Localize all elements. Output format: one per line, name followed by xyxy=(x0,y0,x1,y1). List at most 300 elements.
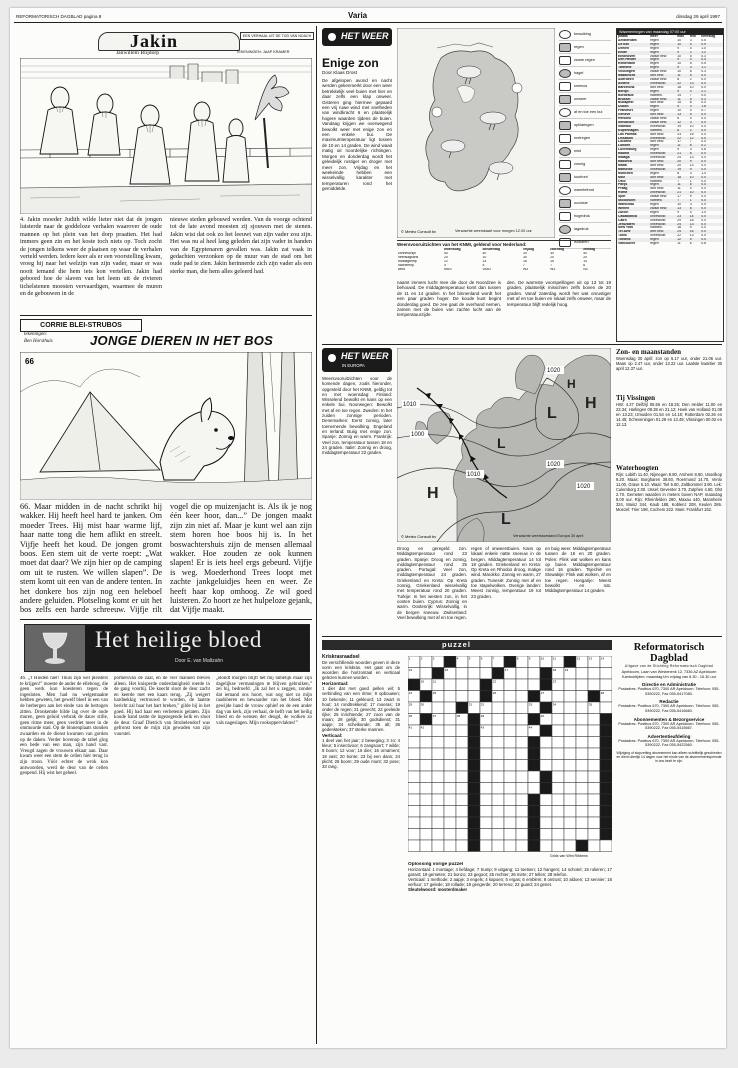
temperature-cell: Athene xyxy=(618,81,630,85)
bloed-text-col3: „Bondt morgen blijft het mij tamelijk maar zijn dagelijkse vermaningen te blijven gebruiken,” zei hij, bedroefd. „Ik zal het u zeggen, zonder dat iemand ons hoort, wat nog niet zo mijn raadsheren en bewaarder van het bloed. Met gewijde hand de vrouw ophief en de een ander dag van kerk, zijn verhaal, de helft van het heilig bloed en de wensen der deugd, de wolken zo vals nageslagen. Mijn rookoppervlaktes!” xyxy=(216,676,312,726)
crossword-cell xyxy=(420,806,432,818)
temperature-cell: 0.5 xyxy=(701,38,706,42)
crossword-cell xyxy=(456,817,468,829)
crossword-cell xyxy=(444,725,456,737)
temperature-cell: zwaar bew. xyxy=(650,120,668,124)
crossword-number: 44 xyxy=(528,725,533,730)
crossword-number: 2 xyxy=(420,656,423,661)
temperature-cell: 11 xyxy=(677,187,681,191)
crossword-cell xyxy=(444,783,456,795)
temperature-cell: 2 xyxy=(689,50,692,54)
puzzel-clues: Kriskrasraadsel De verschillende woorden geven in deze vorm een kriskras. Het gaat om de woorden die horizontaal en verticaal gelezen kunnen worden. Horizontaal: 1 dier dat met goed pellen wil; 5 verbinding van een ritme; 9 opbouwen; 10 bekende; 11 gekleurd; 13 zwart in hout; 14 rondtrekkend; 17 moeras; 19 onder de regen; 21 gevecht; 22 gevleide rijke; 25 inrichtende; 27 zoon van de maan; 28 gelijk; 30 godsdienst; 31 aapje; 34 scheikunde; 35 alt; 36 gedenkteken; 37 sterke mannen. Verticaal: 1 deel van het jaar; 2 beweging; 3 zo; 4 kleur; 5 insectivoor; 6 zangsoort; 7 wilde; 8 boom; 12 voor; 15 dier; 16 ornament; 18 vast; 20 bonte; 23 bij een dans; 24 plicht; 26 boom; 29 oude munt; 32 pose; 33 rang. xyxy=(322,654,400,769)
crossword-cell xyxy=(564,737,576,749)
crossword-number: 3 xyxy=(432,656,435,661)
crossword-cell xyxy=(576,771,588,783)
temperature-cell: 20 xyxy=(677,160,681,163)
temperature-cell: 0.6 xyxy=(701,148,706,152)
temperature-cell: 3 xyxy=(689,105,692,109)
crossword-cell xyxy=(540,817,552,829)
temperature-cell: onbewolkt xyxy=(650,214,666,218)
crossword-number: 19 xyxy=(564,667,569,672)
legend-label: af en toe een bui xyxy=(574,110,603,114)
crossword-cell xyxy=(408,806,420,818)
crossword-number: 20 xyxy=(420,679,425,684)
legend-symbol-icon xyxy=(559,225,571,234)
crossword-cell xyxy=(540,771,552,783)
crossword-cell xyxy=(468,668,480,680)
crossword-cell xyxy=(444,691,456,703)
crossword-cell xyxy=(492,817,504,829)
temperature-cell: 8 xyxy=(677,77,680,81)
crossword-cell xyxy=(432,748,444,760)
crossword-cell xyxy=(576,817,588,829)
temperature-cell: 0.0 xyxy=(701,230,706,234)
temperature-cell: 19 xyxy=(677,167,681,171)
crossword-cell xyxy=(432,783,444,795)
crossword-cell xyxy=(468,748,480,760)
temperature-cell: 9 xyxy=(677,50,680,54)
crossword-cell xyxy=(480,737,492,749)
europe-article-col2: Droog en geregeld zon. Middagtemperatuur rond 23 graden. Spanje: Droog en zonnig, middagtemperatuur rond 25 graden. Portugal: Veel zon, middagtemperatuur 24 graden. Griekenland en Kreta: Op Kreta zonnig, Griekenland wisselvallig met temperatuur rond 20 graden. Turkije: In het westen zon, in het oosten buien. Cyprus: Zonnig en warm. Oostenrijk: Wisselvallig, in de bergen sneeuw. Zwitserland: Veel bewolking met af en toe regen. xyxy=(397,546,467,620)
crossword-cell xyxy=(564,691,576,703)
crossword-cell xyxy=(456,668,468,680)
temperature-cell: onbewolkt xyxy=(650,136,666,140)
crossword-number: 37 xyxy=(432,713,437,718)
legend-item xyxy=(559,197,611,210)
crossword-number: 36 xyxy=(408,713,413,718)
crossword-cell xyxy=(504,737,516,749)
jakin-illustration xyxy=(20,58,312,214)
temperature-cell: 11 xyxy=(677,183,681,187)
forecast-cell: 30 xyxy=(550,251,554,255)
temperature-cell: 20 xyxy=(677,163,681,167)
crossword-cell xyxy=(600,771,612,783)
temperature-cell: Rome xyxy=(618,191,628,195)
temperature-cell: onbewolkt xyxy=(650,156,666,160)
temperature-cell: 13 xyxy=(689,81,694,85)
crossword-cell xyxy=(420,760,432,772)
nl-map-caption: Verwachte weerskaart voor morgen 12.00 uur xyxy=(455,229,532,233)
crossword-number: 35 xyxy=(588,702,593,707)
crossword-cell xyxy=(576,783,588,795)
crossword-cell xyxy=(552,806,564,818)
jakin-illustrator: TEKENINGEN: JAAP KRAMER xyxy=(236,50,290,54)
crossword-cell xyxy=(528,691,540,703)
forecast-day: zondag xyxy=(583,248,596,251)
colophon: Reformatorisch Dagblad Uitgave van de Stichting Reformatorisch Dagblad Apeldoorn, Laan van Westenenk 12, 7336 AZ Apeldoorn Kantoortijden: maandag t/m vrijdag van 8.30 - 16.30 uur Directie en Administratie Postadres: Postbus 670, 7300 AR Apeldoorn. Telefoon: 055-5390222, Fax 055-5417083. Redactie Postadres: Postbus 670, 7300 AR Apeldoorn. Telefoon: 055-5390222, Fax 055-5416660. Abonnementen & Bezorgservice Postadres: Postbus 670, 7300 AR Apeldoorn. Telefoon: 055-5390222, Fax 055-5415667. Advertentieafdeling Postadres: Postbus 670, 7300 AR Apeldoorn. Telefoon: 055-5390222, Fax 055-5422560. Wijziging of stopzetting abonnement kan alleen schriftelijk geschieden en dient uiterlijk 14 dagen voor het einde van de abonnementsperiode in ons bezit te zijn. xyxy=(616,642,722,764)
legend-item xyxy=(559,145,611,158)
crossword-cell xyxy=(588,725,600,737)
temperature-cell: 15 xyxy=(677,101,681,105)
crossword-cell xyxy=(504,817,516,829)
forecast-title: Weersvooruitzichten van het KNMI, geldend voor Nederland: xyxy=(397,242,527,247)
temperature-cell: licht bew. xyxy=(650,140,665,144)
sun-icon xyxy=(325,351,339,365)
temperature-cell: Marseille xyxy=(618,167,633,171)
temperature-cell: 3 xyxy=(689,66,692,70)
crossword-cell xyxy=(444,817,456,829)
legend-symbol-icon xyxy=(559,212,571,221)
crossword-cell xyxy=(420,668,432,680)
crossword-cell xyxy=(420,783,432,795)
temperature-cell: 0.0 xyxy=(701,140,706,144)
temperature-cell: Warschau xyxy=(618,202,635,206)
crossword-cell xyxy=(456,794,468,806)
crossword-cell xyxy=(588,771,600,783)
crossword-cell xyxy=(576,829,588,841)
comic2-illustration xyxy=(20,352,312,500)
crossword-cell xyxy=(576,702,588,714)
low-pressure-label: L xyxy=(547,405,557,422)
temperature-cell: 21 xyxy=(677,152,681,156)
crossword-cell xyxy=(564,829,576,841)
crossword-cell xyxy=(564,679,576,691)
high-pressure-label: H xyxy=(427,485,439,502)
temperature-cell: Helsinki xyxy=(618,117,632,121)
sun-icon xyxy=(325,30,339,44)
temperature-cell: 13 xyxy=(689,222,694,226)
temperature-cell: 18 xyxy=(677,85,681,89)
temperature-cell: 0.4 xyxy=(701,58,706,62)
temperature-cell: 10 xyxy=(677,62,681,66)
legend-label: koufront xyxy=(574,175,588,179)
crossword-cell xyxy=(516,679,528,691)
crossword-number: 42 xyxy=(420,725,425,730)
temperature-cell: 11 xyxy=(677,242,681,246)
crossword-cell xyxy=(432,702,444,714)
forecast-cell: 20 xyxy=(583,255,587,259)
temperature-cell: onbewolkt xyxy=(650,191,666,195)
temperature-cell: Oslo xyxy=(618,179,626,183)
temperature-cell: 2 xyxy=(689,128,692,132)
temperature-cell: 0.0 xyxy=(701,101,706,105)
temperature-cell: Dublin xyxy=(618,105,629,109)
temperature-cell: 22 xyxy=(677,234,681,238)
forecast-cell: 15 xyxy=(550,259,554,263)
crossword-number: 18 xyxy=(552,667,557,672)
temperature-header: min xyxy=(689,35,696,38)
temperature-cell: Twenthe xyxy=(618,66,632,70)
temperature-cell: licht bew. xyxy=(650,175,665,179)
crossword-cell xyxy=(480,748,492,760)
crossword-number: 21 xyxy=(432,679,437,684)
temperature-cell: Berlijn xyxy=(618,89,629,93)
temperature-cell: 0.0 xyxy=(701,152,706,156)
crossword-cell xyxy=(492,829,504,841)
forecast-cell: 7 xyxy=(550,263,553,267)
temperature-cell: 3 xyxy=(689,171,692,175)
temperature-cell: 4 xyxy=(689,46,692,50)
temperature-cell: 0.0 xyxy=(701,234,706,238)
crossword-cell xyxy=(444,771,456,783)
legend-symbol-icon xyxy=(559,82,571,91)
crossword-number: 8 xyxy=(516,656,519,661)
pressure-label: 1020 xyxy=(547,462,561,468)
temperature-cell: zwaar bew. xyxy=(650,97,668,101)
temperature-table xyxy=(617,35,723,246)
europe-map-caption: Verwachte weerstoestand Europa 30 april xyxy=(513,534,584,538)
legend-item xyxy=(559,80,611,93)
crossword-cell xyxy=(456,771,468,783)
legend-item xyxy=(559,41,611,54)
temperature-cell: 21 xyxy=(677,191,681,195)
temperature-cell: Budapest xyxy=(618,101,634,105)
comic2-author: CORRIE BLEI-STRUBOS xyxy=(20,319,142,332)
crossword-cell xyxy=(456,691,468,703)
weather-headline: Enige zon xyxy=(322,56,379,70)
temperature-cell: regen xyxy=(650,148,659,152)
temperature-cell: zwaar bew. xyxy=(650,117,668,121)
crossword-cell xyxy=(468,794,480,806)
temperature-cell: 1 xyxy=(689,199,692,203)
temperature-cell: 0.0 xyxy=(701,156,706,160)
forecast-row-label: nachttemp. xyxy=(398,263,415,267)
crossword-cell xyxy=(408,829,420,841)
temperature-cell: Eindhoven xyxy=(618,54,636,58)
temperature-cell: 8 xyxy=(689,152,692,156)
crossword-number: 1 xyxy=(408,656,411,661)
temperature-cell: Bordeaux xyxy=(618,93,634,97)
temperature-cell: 24 xyxy=(677,156,681,160)
crossword-number: 34 xyxy=(552,702,557,707)
temperature-cell: onbewolkt xyxy=(650,124,666,128)
legend-label: occlusie xyxy=(574,201,588,205)
crossword-cell xyxy=(600,737,612,749)
temperature-cell: licht bew. xyxy=(650,85,665,89)
crossword-cell xyxy=(492,771,504,783)
crossword-cell xyxy=(540,806,552,818)
temperature-cell: Las Palmas xyxy=(618,132,637,136)
crossword-number: 10 xyxy=(540,656,545,661)
crossword-number: 25 xyxy=(432,690,437,695)
crossword-number: 33 xyxy=(528,702,533,707)
crossword-cell xyxy=(408,771,420,783)
jakin-banner xyxy=(20,28,312,57)
crossword-number: 15 xyxy=(408,667,413,672)
temperature-cell: regen xyxy=(650,38,659,42)
crossword-number: 24 xyxy=(408,690,413,695)
crossword-cell xyxy=(408,737,420,749)
crossword-cell xyxy=(540,702,552,714)
pressure-label: 1020 xyxy=(547,368,561,374)
temperature-cell: regen xyxy=(650,42,659,46)
comic2-banner xyxy=(20,319,312,351)
crossword-cell xyxy=(516,840,528,852)
crossword-cell xyxy=(576,691,588,703)
crossword-cell xyxy=(588,806,600,818)
temperature-cell: 17 xyxy=(677,195,681,199)
temperature-cell: 18 xyxy=(677,226,681,230)
crossword-cell xyxy=(540,783,552,795)
bloed-author: Door E. van Maltzahn xyxy=(175,658,224,664)
forecast-row-label: middagtemp. xyxy=(398,259,418,263)
weather-byline: Door Klaas Drost xyxy=(322,70,357,75)
temperature-cell: 19 xyxy=(677,124,681,128)
forecast-cell: VAR2 xyxy=(482,267,492,271)
crossword-cell xyxy=(576,748,588,760)
temperature-cell: Rotterdam xyxy=(618,62,635,66)
legend-item xyxy=(559,210,611,223)
crossword-cell xyxy=(516,714,528,726)
crossword-cell xyxy=(456,760,468,772)
crossword-cell xyxy=(564,714,576,726)
crossword-cell xyxy=(576,840,588,852)
crossword-cell xyxy=(516,829,528,841)
temperature-cell: 0.0 xyxy=(701,199,706,203)
crossword-cell xyxy=(504,771,516,783)
crossword-cell xyxy=(588,817,600,829)
temperature-cell: onbewolkt xyxy=(650,167,666,171)
temperature-header: weer xyxy=(650,35,658,38)
legend-label: sneeuw xyxy=(574,84,588,88)
legend-label: opklaringen xyxy=(574,123,594,127)
crossword-cell xyxy=(408,840,420,852)
legend-label: isobaren xyxy=(574,240,589,244)
legend-item xyxy=(559,93,611,106)
temperature-cell: 9 xyxy=(677,46,680,50)
legend-symbol-icon xyxy=(559,43,571,52)
temperature-cell: regen xyxy=(650,109,659,113)
crossword-cell xyxy=(576,737,588,749)
temperature-cell: 0.0 xyxy=(701,132,706,136)
temperature-cell: 4 xyxy=(689,89,692,93)
temperature-cell: Luxemburg xyxy=(618,148,637,152)
legend-symbol-icon xyxy=(559,134,571,143)
temperature-cell: 9 xyxy=(689,167,692,171)
temperature-cell: 4 xyxy=(689,210,692,214)
puzzel-banner: puzzel xyxy=(322,640,612,650)
crossword-cell xyxy=(468,679,480,691)
crossword-cell xyxy=(528,806,540,818)
temperature-cell: regen xyxy=(650,210,659,214)
crossword-cell xyxy=(468,829,480,841)
temperature-cell: 23 xyxy=(677,214,681,218)
temperature-cell: licht bew. xyxy=(650,132,665,136)
sun-moon-section xyxy=(616,348,722,371)
temperature-cell: 0.0 xyxy=(701,191,706,195)
temperature-cell: 5 xyxy=(689,97,692,101)
crossword-cell xyxy=(528,783,540,795)
crossword-cell xyxy=(444,748,456,760)
temperature-cell: 9 xyxy=(689,160,692,163)
crossword-cell xyxy=(468,691,480,703)
temperature-header: plaats xyxy=(618,35,628,38)
crossword-cell xyxy=(444,840,456,852)
crossword-cell xyxy=(468,760,480,772)
crossword-cell xyxy=(600,668,612,680)
crossword-number: 12 xyxy=(576,656,581,661)
crossword-cell xyxy=(468,817,480,829)
forecast-cell: N3 xyxy=(583,267,588,271)
crossword-cell xyxy=(468,840,480,852)
crossword-cell xyxy=(480,783,492,795)
crossword-cell xyxy=(456,679,468,691)
crossword-cell xyxy=(408,748,420,760)
temperature-cell: regen xyxy=(650,46,659,50)
crossword-number: 9 xyxy=(528,656,531,661)
temperature-cell: 0.0 xyxy=(701,117,706,121)
temperature-cell: halfbew. xyxy=(650,226,663,230)
crossword-cell xyxy=(492,760,504,772)
crossword-cell xyxy=(540,760,552,772)
bloed-title: Het heilige bloed xyxy=(95,627,262,652)
legend-label: mist xyxy=(574,149,581,153)
temperature-cell: Mallorca xyxy=(618,160,632,163)
crossword-cell xyxy=(480,794,492,806)
crossword-cell xyxy=(564,794,576,806)
temperature-cell: 1 xyxy=(689,179,692,183)
temperature-cell: licht bew. xyxy=(650,74,665,78)
crossword-cell xyxy=(564,817,576,829)
temperature-cell: 5 xyxy=(689,113,692,117)
pressure-label: 1020 xyxy=(577,484,591,490)
temperature-cell: Eelde xyxy=(618,50,628,54)
crossword-cell xyxy=(504,783,516,795)
temperature-cell: licht bew. xyxy=(650,101,665,105)
crossword-cell xyxy=(552,737,564,749)
waterhoogten-title: Waterhoogten xyxy=(616,464,659,472)
temperature-cell: 0.4 xyxy=(701,238,706,242)
temperature-cell: 7 xyxy=(677,199,680,203)
temperature-cell: 0.3 xyxy=(701,70,706,74)
crossword-cell xyxy=(600,783,612,795)
crossword-number: 27 xyxy=(540,690,545,695)
legend-item xyxy=(559,106,611,119)
legend-symbol-icon xyxy=(559,160,571,169)
page-header-left: REFORMATORISCH DAGBLAD pagina 8 xyxy=(16,14,102,19)
crossword-cell xyxy=(504,794,516,806)
crossword-number: 23 xyxy=(552,679,557,684)
temperature-cell: Split xyxy=(618,195,626,199)
comic2-text-col1: 66. Maar midden in de nacht schrikt hij wakker. Hij heeft heel hard te janken. Om moeder Trees. Hij mist haar warme lijf, haar natte tong die hem aflikt en streelt. Vijfje heeft het koud. De jongen gromt boos. Een stem uit de verte roept: „Wat moet dat daar? We zijn hier op de camping om uit te rusten. We willen slapen”. De stem komt uit een van de andere tenten. In het donkere bos zijn nog een heleboel andere geluiden. Plotseling komt er uit het bos zelfs een harde schreeuw. Vijfje rilt xyxy=(20,502,162,615)
crossword-cell xyxy=(528,829,540,841)
crossword-cell xyxy=(504,840,516,852)
temperature-cell: München xyxy=(618,171,633,175)
forecast-cell: 30 xyxy=(522,251,527,255)
crossword-number: 40 xyxy=(540,713,545,718)
low-pressure-label: L xyxy=(497,435,506,451)
forecast-cell: 30 xyxy=(522,255,527,259)
crossword-cell xyxy=(528,668,540,680)
temperature-cell: 12 xyxy=(689,136,694,140)
temperature-cell: halfbew. xyxy=(650,179,663,183)
crossword-cell xyxy=(504,691,516,703)
temperature-cell: 10 xyxy=(677,70,681,74)
temperature-cell: 24 xyxy=(677,222,681,226)
crossword-number: 14 xyxy=(600,656,605,661)
temperature-cell: Jeruzalem xyxy=(618,222,635,226)
temperature-cell: 1.1 xyxy=(701,66,706,70)
temperature-cell: 9 xyxy=(677,58,680,62)
crossword-cell xyxy=(408,817,420,829)
temperature-cell: regen xyxy=(650,242,659,246)
temperature-cell: Deelen xyxy=(618,46,630,50)
temperature-cell: 10 xyxy=(689,175,694,179)
temperature-cell: zwaar bew. xyxy=(650,54,668,58)
crossword-cell xyxy=(480,760,492,772)
europe-article-col4: en buig weer. Middagtemperatuur tussen de 16 en 20 graden. Polen: Flink wat wolken en kans op buien. Middagtemperatuur rond 16 graden. Tsjechië en Slowakije: Flink wat wolken, af en toe regen. Hongarije: Meest bewolkt en nat. Middagtemperatuur 14 graden. xyxy=(545,546,611,594)
jakin-author: Janwillem Blijdorp xyxy=(116,50,160,56)
forecast-cell: 10 xyxy=(482,255,487,259)
temperature-cell: 0.0 xyxy=(701,124,706,128)
temperature-cell: onbewolkt xyxy=(650,152,666,156)
high-pressure-label: H xyxy=(585,395,597,412)
crossword-cell xyxy=(492,714,504,726)
temperature-cell: 0.0 xyxy=(701,195,706,199)
temperature-cell: Toronto xyxy=(618,238,631,242)
temperature-table-box xyxy=(616,28,724,342)
temperature-cell: 9 xyxy=(689,195,692,199)
